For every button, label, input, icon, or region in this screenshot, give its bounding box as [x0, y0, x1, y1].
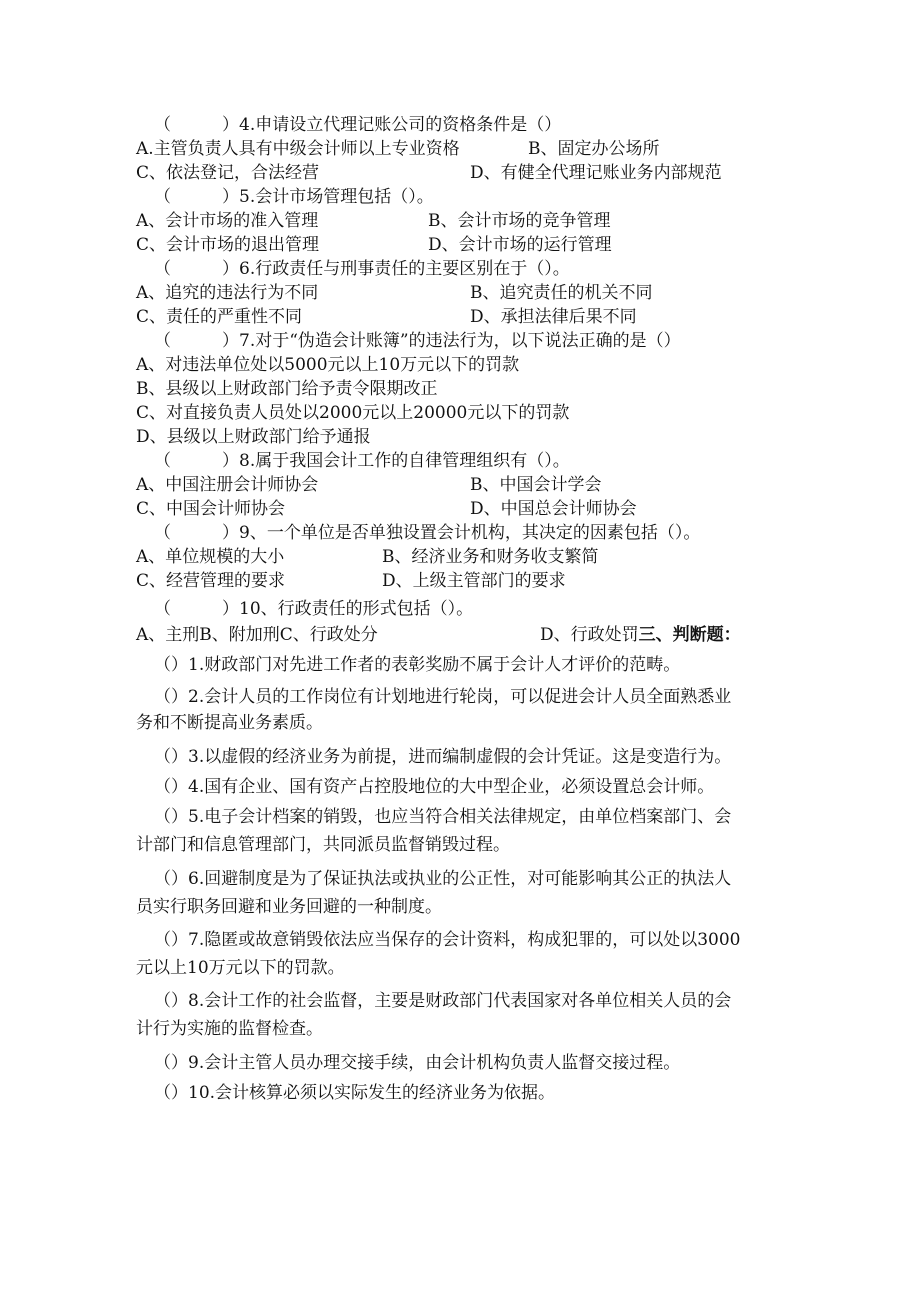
q10-options-abc: A、主刑B、附加刑C、行政处分	[136, 625, 378, 645]
q10-option-d-text: D、行政处罚	[540, 625, 639, 645]
judge-4: （）4.国有企业、国有资产占控股地位的大中型企业，必须设置总会计师。	[154, 777, 715, 797]
q10-option-d	[540, 624, 741, 646]
q8-option-b: B、中国会计学会	[470, 475, 602, 495]
judge-8-cont: 计行为实施的监督检查。	[136, 1019, 323, 1039]
q6-option-d: D、承担法律后果不同	[470, 307, 637, 327]
q5-option-c: C、会计市场的退出管理	[136, 235, 320, 255]
judge-6-cont: 员实行职务回避和业务回避的一种制度。	[136, 897, 442, 917]
judge-7-cont: 元以上10万元以下的罚款。	[136, 958, 345, 978]
question-9: （ ）9、一个单位是否单独设置会计机构，其决定的因素包括（）。	[154, 523, 701, 543]
q8-option-c: C、中国会计师协会	[136, 499, 286, 519]
q4-option-b: B、固定办公场所	[528, 139, 660, 159]
judge-9: （）9.会计主管人员办理交接手续，由会计机构负责人监督交接过程。	[154, 1053, 681, 1073]
judge-5: （）5.电子会计档案的销毁，也应当符合相关法律规定，由单位档案部门、会	[154, 807, 732, 827]
question-4: （ ）4.申请设立代理记账公司的资格条件是（）	[154, 115, 562, 135]
q6-option-a: A、追究的违法行为不同	[136, 283, 319, 303]
judge-5-cont: 计部门和信息管理部门，共同派员监督销毁过程。	[136, 835, 510, 855]
q8-option-d: D、中国总会计师协会	[470, 499, 637, 519]
question-8: （ ）8.属于我国会计工作的自律管理组织有（）。	[154, 451, 570, 471]
q5-option-b: B、会计市场的竞争管理	[428, 211, 611, 231]
q5-option-d: D、会计市场的运行管理	[428, 235, 612, 255]
q7-option-b: B、县级以上财政部门给予责令限期改正	[136, 379, 438, 399]
judge-8: （）8.会计工作的社会监督，主要是财政部门代表国家对各单位相关人员的会	[154, 991, 732, 1011]
question-10: （ ）10、行政责任的形式包括（）。	[154, 599, 474, 619]
q9-option-a: A、单位规模的大小	[136, 547, 285, 567]
section-heading-true-false: 三、判断题：	[638, 625, 741, 645]
q4-option-d: D、有健全代理记账业务内部规范	[470, 163, 722, 183]
q7-option-d: D、县级以上财政部门给予通报	[136, 427, 371, 447]
judge-7: （）7.隐匿或故意销毁依法应当保存的会计资料，构成犯罪的，可以处以3000	[154, 930, 741, 950]
q4-option-a: A.主管负责人具有中级会计师以上专业资格	[136, 139, 460, 159]
judge-1: （）1.财政部门对先进工作者的表彰奖励不属于会计人才评价的范畴。	[154, 655, 681, 675]
q7-option-c: C、对直接负责人员处以2000元以上20000元以下的罚款	[136, 403, 570, 423]
question-7: （ ）7.对于“伪造会计账簿”的违法行为，以下说法正确的是（）	[154, 331, 681, 351]
judge-2-cont: 务和不断提高业务素质。	[136, 713, 323, 733]
q4-option-c: C、依法登记，合法经营	[136, 163, 320, 183]
q5-option-a: A、会计市场的准入管理	[136, 211, 319, 231]
q6-option-c: C、责任的严重性不同	[136, 307, 303, 327]
q7-option-a: A、对违法单位处以5000元以上10万元以下的罚款	[136, 355, 520, 375]
judge-10: （）10.会计核算必须以实际发生的经济业务为依据。	[154, 1083, 556, 1103]
q6-option-b: B、追究责任的机关不同	[470, 283, 653, 303]
q9-option-b: B、经济业务和财务收支繁简	[382, 547, 599, 567]
q9-option-c: C、经营管理的要求	[136, 571, 286, 591]
q9-option-d: D、上级主管部门的要求	[382, 571, 566, 591]
q8-option-a: A、中国注册会计师协会	[136, 475, 319, 495]
judge-6: （）6.回避制度是为了保证执法或执业的公正性，对可能影响其公正的执法人	[154, 869, 732, 889]
judge-3: （）3.以虚假的经济业务为前提，进而编制虚假的会计凭证。这是变造行为。	[154, 747, 732, 767]
question-6: （ ）6.行政责任与刑事责任的主要区别在于（）。	[154, 259, 570, 279]
judge-2: （）2.会计人员的工作岗位有计划地进行轮岗，可以促进会计人员全面熟悉业	[154, 687, 732, 707]
question-5: （ ）5.会计市场管理包括（）。	[154, 187, 434, 207]
